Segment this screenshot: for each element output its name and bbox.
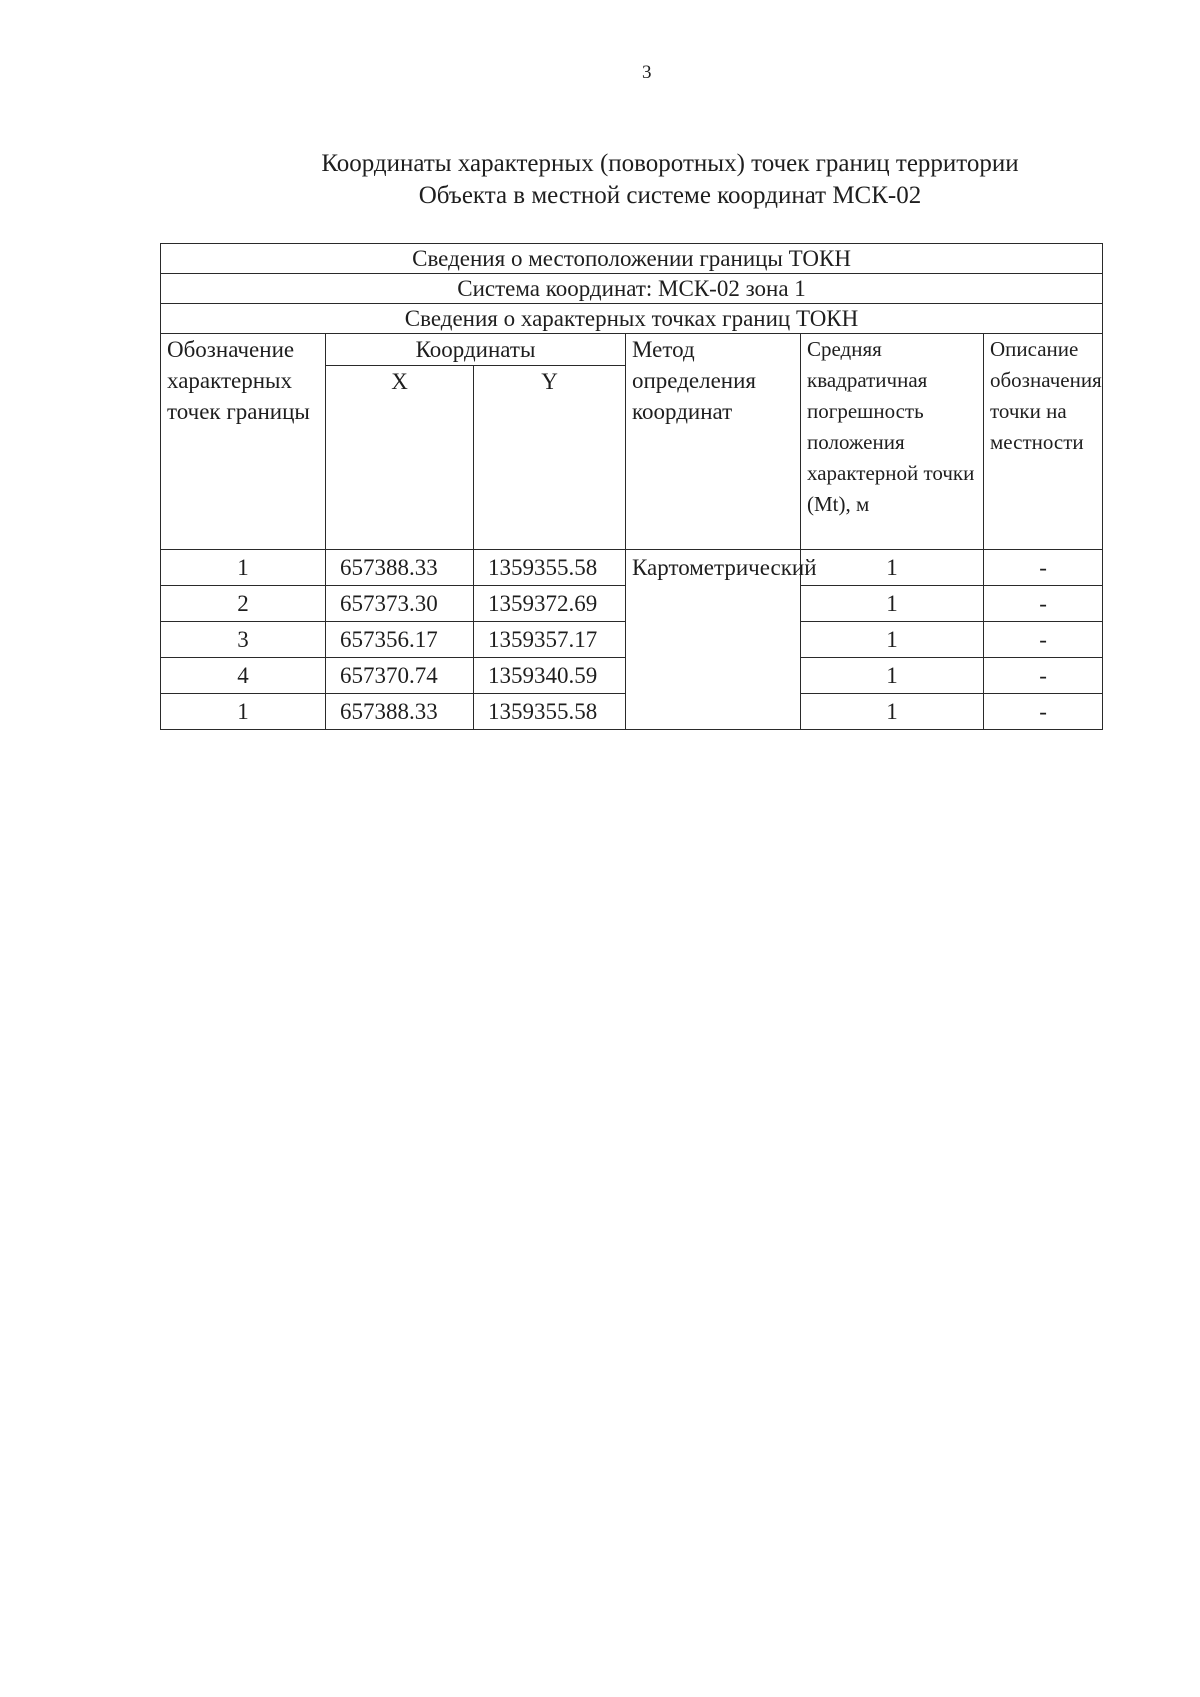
- header-x: X: [326, 366, 474, 550]
- header-method: Метод определения координат: [626, 334, 801, 550]
- description-value: -: [984, 658, 1103, 694]
- document-title: [200, 148, 1140, 212]
- description-value: -: [984, 586, 1103, 622]
- y-value: 1359357.17: [474, 622, 626, 658]
- description-value: -: [984, 622, 1103, 658]
- y-value: 1359355.58: [474, 694, 626, 730]
- point-number: 3: [161, 622, 326, 658]
- x-value: 657373.30: [326, 586, 474, 622]
- description-value: -: [984, 550, 1103, 586]
- method-value: Картометрический: [626, 550, 801, 730]
- caption-points: Сведения о характерных точках границ ТОКН: [161, 304, 1103, 334]
- mt-value: 1: [801, 658, 984, 694]
- title-line-2: Объекта в местной системе координат МСК-02: [418, 182, 922, 209]
- x-value: 657388.33: [326, 550, 474, 586]
- x-value: 657370.74: [326, 658, 474, 694]
- y-value: 1359340.59: [474, 658, 626, 694]
- x-value: 657388.33: [326, 694, 474, 730]
- y-value: 1359372.69: [474, 586, 626, 622]
- header-error: Средняя квадратичная погрешность положения характерной точки (Mt), м: [801, 334, 984, 550]
- header-designation: Обозначение характерных точек границы: [161, 334, 326, 550]
- caption-location: Сведения о местоположении границы ТОКН: [161, 244, 1103, 274]
- description-value: -: [984, 694, 1103, 730]
- point-number: 1: [161, 694, 326, 730]
- header-coordinates: Координаты: [326, 334, 626, 366]
- mt-value: 1: [801, 586, 984, 622]
- coordinates-table: [160, 243, 1103, 730]
- point-number: 2: [161, 586, 326, 622]
- mt-value: 1: [801, 694, 984, 730]
- point-number: 1: [161, 550, 326, 586]
- mt-value: 1: [801, 622, 984, 658]
- point-number: 4: [161, 658, 326, 694]
- x-value: 657356.17: [326, 622, 474, 658]
- title-line-1: Координаты характерных (поворотных) точек границ территории: [321, 150, 1019, 177]
- caption-coordinate-system: Система координат: МСК-02 зона 1: [161, 274, 1103, 304]
- table-row: [161, 550, 1103, 586]
- header-y: Y: [474, 366, 626, 550]
- header-description: Описание обозначения точки на местности: [984, 334, 1103, 550]
- y-value: 1359355.58: [474, 550, 626, 586]
- page-number: 3: [642, 62, 652, 83]
- mt-value: 1: [801, 550, 984, 586]
